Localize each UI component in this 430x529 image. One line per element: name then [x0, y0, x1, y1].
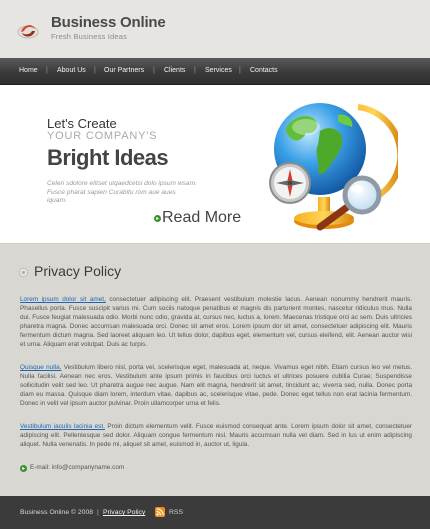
logo-swirl-icon[interactable]: [17, 20, 39, 40]
brand-tagline: Fresh Business Ideas: [51, 32, 128, 41]
paragraph-1-text: consectetuer adipiscing elit. Praesent vestibulum molestie lacus. Aenean nonummy hendrerit mauris. Phasellus porta. Fusce suscipit varius mi. Cum sociis natoque penatibus et magnis dis parturient montes, nascetur ridiculus mus. Nulla dui. Fusce feugiat malesuada odio. Morbi nunc odio, gravida at, cursus nec, luctus a, lorem. Maecenas tristique orci ac sem. Duis ultricies pharetra magna. Donec accumsan malesuada orci. Donec sit amet eros. Lorem ipsum dor sit amet, consectetuer adipiscing elit. Mauris fermentum dictum magna. Sed laoreet aliquam leo. Ut tellus dolor, dapibus eget, elementum vel, cursus eleifend, elit. Aenean auctor wisi et urna. Aliquam erat volutpat. Duis ac turpis.: [20, 296, 412, 348]
read-more-label: Read More: [162, 209, 242, 226]
hero-heading-line2: YOUR COMPANY'S: [47, 130, 158, 142]
read-more-link[interactable]: [154, 209, 242, 226]
site-header: [0, 0, 430, 58]
privacy-policy-link[interactable]: Privacy Policy: [103, 509, 146, 516]
footer-copyright: Business Online © 2008: [20, 509, 94, 516]
hero-description: Celeri sdolore elitset utqaedcetsi dolo ipsum wsam. Fusce pharat sapien Curabitu rom aue aues iquam.: [47, 180, 197, 205]
brand-title[interactable]: Business Online: [51, 14, 166, 31]
nav-separator: |: [94, 67, 96, 74]
paragraph-3: [20, 423, 412, 450]
globe-compass-magnifier-illustration: [258, 85, 398, 243]
nav-separator: |: [153, 67, 155, 74]
paragraph-2: [20, 364, 412, 409]
hero-heading-line3: Bright Ideas: [47, 145, 169, 170]
hero-banner: [0, 85, 430, 244]
footer-separator: |: [97, 509, 99, 516]
email-address[interactable]: E-mail: info@companyname.com: [30, 464, 125, 471]
paragraph-1: [20, 296, 412, 349]
site-footer: [0, 496, 430, 529]
main-nav: [0, 58, 430, 85]
page-title: Privacy Policy: [34, 263, 122, 279]
paragraph-2-link[interactable]: Quisque nulla.: [20, 364, 62, 371]
rss-label[interactable]: RSS: [169, 509, 183, 516]
nav-item-home[interactable]: Home: [19, 67, 38, 74]
hero-heading-line1: Let's Create: [47, 116, 117, 131]
nav-separator: |: [46, 67, 48, 74]
paragraph-1-link[interactable]: Lorem ipsum dolor sit amet,: [20, 296, 106, 303]
arrow-right-icon: [154, 215, 161, 222]
nav-separator: |: [239, 67, 241, 74]
nav-item-contacts[interactable]: Contacts: [250, 67, 278, 74]
rss-icon[interactable]: [155, 507, 165, 517]
nav-separator: |: [194, 67, 196, 74]
nav-item-about-us[interactable]: About Us: [57, 67, 86, 74]
gear-bullet-icon: [18, 267, 29, 278]
nav-item-our-partners[interactable]: Our Partners: [104, 67, 145, 74]
arrow-right-icon: [20, 465, 27, 472]
paragraph-3-text: Proin dictum elementum velit. Fusce euismod consequat ante. Lorem ipsum dolor sit amet, consectetuer adipiscing elit. Pellentesque sed dolor. Aliquam congue fermentum nisl. Mauris accumsan nulla vel diam. Sed in lus ut enim adipiscing aliquet. Nulla venenatis. In pede mi, aliquet sit amet, euismod in, auctor ut, ligula.: [20, 423, 413, 448]
paragraph-2-text: Vestibulum libero nisl, porta vel, scelerisque eget, malesuada at, neque. Vivamus eget nibh. Etiam cursus leo vel metus. Nulla facilisi. Aenean nec eros. Vestibulum ante ipsum primis in faucibus orci luctus et ultrices posuere cubilia Curae; Suspendisse sollicitudin velit sed leo. Ut pharetra augue nec augue. Nam elit magna, hendrerit sit amet, tincidunt ac, viverra sed, nulla. Donec porta diam eu massa. Quisque diam lorem, interdum vitae, dapibus ac, scelerisque vitae, pede. Donec eget tellus non erat lacinia fermentum. Donec in velit vel ipsum auctor pulvinar. Proin ullamcorper urna et felis.: [20, 364, 412, 407]
nav-item-services[interactable]: Services: [205, 67, 232, 74]
nav-item-clients[interactable]: Clients: [164, 67, 186, 74]
paragraph-3-link[interactable]: Vestibulum iaculis lacinia est.: [20, 423, 105, 430]
